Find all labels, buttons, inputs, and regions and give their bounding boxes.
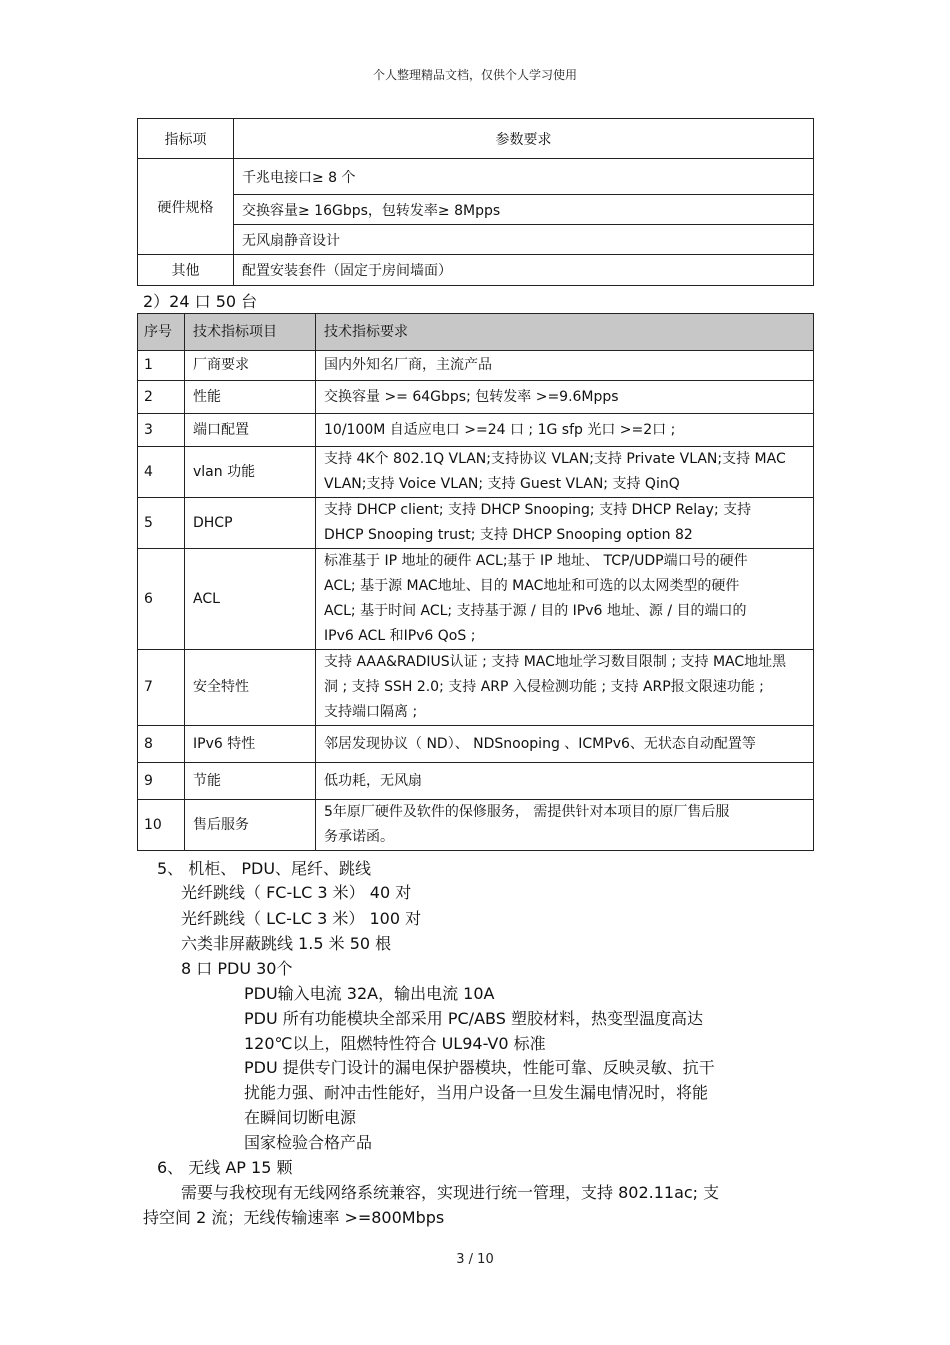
header-cell: 参数要求 <box>234 119 814 159</box>
requirement-line: VLAN;支持 Voice VLAN; 支持 Guest VLAN; 支持 QinQ <box>324 476 680 492</box>
header-note: 个人整理精品文档，仅供个人学习使用 <box>372 68 577 82</box>
pdu-spec: 在瞬间切断电源 <box>244 1108 357 1127</box>
row-number: 9 <box>138 763 185 800</box>
row-number: 3 <box>138 414 185 447</box>
requirement-line: 务承诺函。 <box>324 829 394 845</box>
page-number: 3 / 10 <box>456 1252 494 1267</box>
requirement-line: DHCP Snooping trust; 支持 DHCP Snooping option 82 <box>324 527 693 543</box>
table-row <box>138 381 814 414</box>
requirement-line: ACL; 基于源 MAC地址、目的 MAC地址和可选的以太网类型的硬件 <box>324 578 740 594</box>
row-item: 厂商要求 <box>185 351 316 381</box>
pdu-spec: 120℃以上，阻燃特性符合 UL94-V0 标准 <box>244 1034 546 1053</box>
header-cell: 技术指标项目 <box>185 314 316 351</box>
list-item: 8 口 PDU 30个 <box>181 959 293 978</box>
row-requirement <box>316 800 814 851</box>
table-header-row <box>138 314 814 351</box>
row-requirement <box>316 763 814 800</box>
paragraph-line: 需要与我校现有无线网络系统兼容，实现进行统一管理，支持 802.11ac; 支 <box>181 1183 720 1202</box>
pdu-spec: PDU 提供专门设计的漏电保护器模块，性能可靠、反映灵敏、抗干 <box>244 1058 715 1077</box>
requirement-line: IPv6 ACL 和IPv6 QoS ; <box>324 628 476 644</box>
requirement-line: 5年原厂硬件及软件的保修服务， 需提供针对本项目的原厂售后服 <box>324 804 730 820</box>
row-requirement <box>316 414 814 447</box>
table-row <box>138 549 814 650</box>
paragraph-line: 持空间 2 流；无线传输速率 >=800Mbps <box>143 1208 445 1227</box>
table-row <box>138 414 814 447</box>
header-cell: 指标项 <box>138 119 234 159</box>
row-item: vlan 功能 <box>185 447 316 498</box>
section-title: 5、 机柜、 PDU、尾纤、跳线 <box>157 859 372 878</box>
row-item: DHCP <box>185 498 316 549</box>
table-row <box>138 159 814 195</box>
row-requirement <box>316 498 814 549</box>
section-title: 2）24 口 50 台 <box>143 292 258 311</box>
requirement-line: 支持 4K个 802.1Q VLAN;支持协议 VLAN;支持 Private VLAN;支持 MAC <box>324 451 786 467</box>
header-cell: 技术指标要求 <box>316 314 814 351</box>
spec-table-2 <box>137 313 814 851</box>
row-requirement <box>316 549 814 650</box>
row-number: 6 <box>138 549 185 650</box>
requirement-line: 国内外知名厂商，主流产品 <box>324 357 492 373</box>
requirement-line: 支持端口隔离 ; <box>324 704 418 720</box>
section-title: 6、 无线 AP 15 颗 <box>157 1158 293 1177</box>
spec-table-1 <box>137 118 814 286</box>
table-row <box>138 650 814 726</box>
table-row <box>138 195 814 225</box>
row-number: 4 <box>138 447 185 498</box>
row-item: 售后服务 <box>185 800 316 851</box>
row-number: 2 <box>138 381 185 414</box>
row-number: 1 <box>138 351 185 381</box>
row-requirement <box>316 447 814 498</box>
row-number: 7 <box>138 650 185 726</box>
table-row <box>138 726 814 763</box>
row-item: 性能 <box>185 381 316 414</box>
row-requirement <box>316 351 814 381</box>
list-item: 光纤跳线（ FC-LC 3 米） 40 对 <box>181 883 412 902</box>
requirement-line: 支持 AAA&RADIUS认证 ; 支持 MAC地址学习数目限制 ; 支持 MAC地址黑 <box>324 654 787 670</box>
hardware-label: 硬件规格 <box>138 159 234 255</box>
table-cell: 配置安装套件（固定于房间墙面） <box>234 255 814 286</box>
other-label: 其他 <box>138 255 234 286</box>
row-item: ACL <box>185 549 316 650</box>
table-cell: 无风扇静音设计 <box>234 225 814 255</box>
list-item: 光纤跳线（ LC-LC 3 米） 100 对 <box>181 909 422 928</box>
row-item: IPv6 特性 <box>185 726 316 763</box>
table-cell: 千兆电接口≥ 8 个 <box>234 159 814 195</box>
table-row <box>138 447 814 498</box>
requirement-line: 邻居发现协议（ ND）、 NDSnooping 、ICMPv6、无状态自动配置等 <box>324 735 756 752</box>
row-number: 10 <box>138 800 185 851</box>
pdu-spec: PDU输入电流 32A，输出电流 10A <box>244 984 495 1003</box>
table-row <box>138 498 814 549</box>
row-item: 节能 <box>185 763 316 800</box>
requirement-line: 洞 ; 支持 SSH 2.0; 支持 ARP 入侵检测功能 ; 支持 ARP报文限速功能 ; <box>324 679 764 695</box>
table-row <box>138 225 814 255</box>
requirement-line: 标准基于 IP 地址的硬件 ACL;基于 IP 地址、 TCP/UDP端口号的硬件 <box>324 553 748 569</box>
pdu-spec: PDU 所有功能模块全部采用 PC/ABS 塑胶材料，热变型温度高达 <box>244 1009 703 1028</box>
row-item: 安全特性 <box>185 650 316 726</box>
table-cell: 交换容量≥ 16Gbps，包转发率≥ 8Mpps <box>234 195 814 225</box>
row-requirement <box>316 650 814 726</box>
pdu-spec: 国家检验合格产品 <box>244 1133 373 1152</box>
list-item: 六类非屏蔽跳线 1.5 米 50 根 <box>181 934 392 953</box>
row-item: 端口配置 <box>185 414 316 447</box>
table-header-row <box>138 119 814 159</box>
table-row <box>138 351 814 381</box>
row-requirement <box>316 726 814 763</box>
header-cell: 序号 <box>138 314 185 351</box>
row-number: 5 <box>138 498 185 549</box>
pdu-spec: 扰能力强、耐冲击性能好，当用户设备一旦发生漏电情况时，将能 <box>244 1083 709 1102</box>
row-requirement <box>316 381 814 414</box>
table-body <box>138 351 814 851</box>
table-row <box>138 800 814 851</box>
table-row <box>138 255 814 286</box>
requirement-line: 低功耗，无风扇 <box>324 772 422 789</box>
requirement-line: ACL; 基于时间 ACL; 支持基于源 / 目的 IPv6 地址、源 / 目的端口的 <box>324 603 747 619</box>
table-row <box>138 763 814 800</box>
requirement-line: 10/100M 自适应电口 >=24 口 ; 1G sfp 光口 >=2口 ; <box>324 421 676 438</box>
requirement-line: 交换容量 >= 64Gbps; 包转发率 >=9.6Mpps <box>324 388 619 405</box>
row-number: 8 <box>138 726 185 763</box>
requirement-line: 支持 DHCP client; 支持 DHCP Snooping; 支持 DHCP Relay; 支持 <box>324 502 752 518</box>
